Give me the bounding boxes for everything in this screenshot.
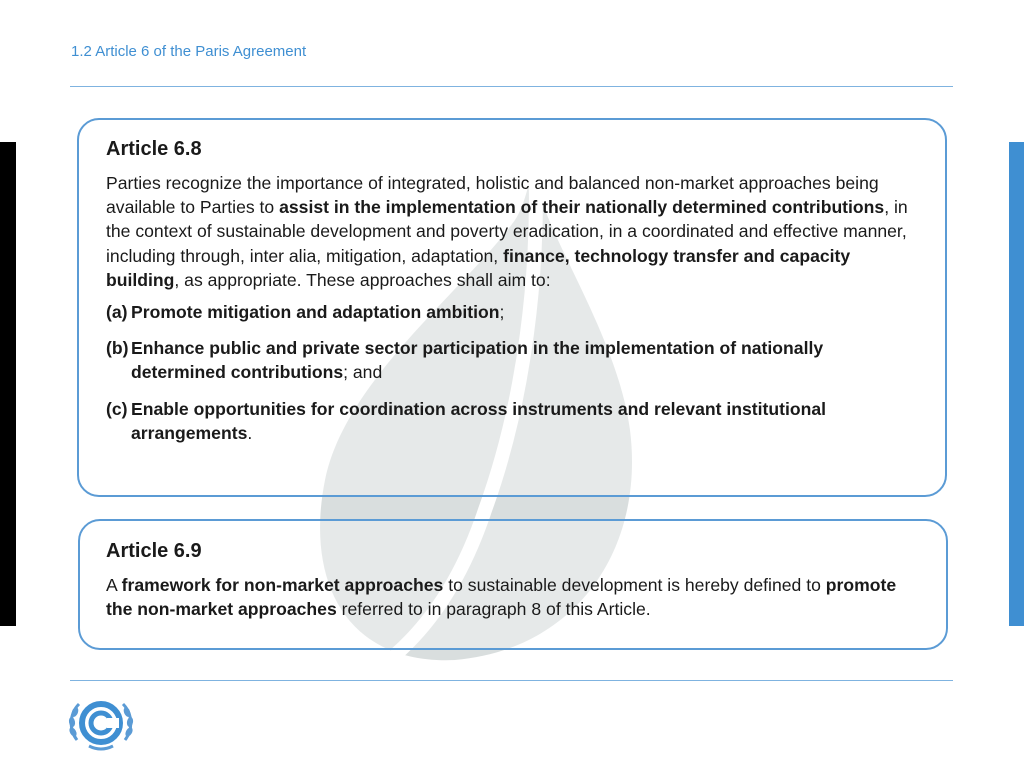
a69-bold-1: framework for non-market approaches [121,575,444,595]
section-label: 1.2 Article 6 of the Paris Agreement [71,43,307,60]
list-item [106,397,921,445]
intro-bold-1: assist in the implementation of their nationally determined contributions [279,197,885,218]
footer-divider [70,680,953,681]
unfccc-logo-icon [67,696,135,754]
right-side-bar [1009,142,1024,626]
article-6-9-text [106,573,922,621]
list-item-rest: ; [499,302,505,323]
intro-bold-2: finance, technology transfer and capacity building [106,245,851,290]
left-side-bar [0,142,16,626]
article-6-8-intro [106,171,921,292]
article-6-8-heading: Article 6.8 [106,138,202,160]
list-item-bold: Promote mitigation and adaptation ambition [131,302,500,323]
intro-text-1: Parties recognize the importance of integrated, holistic and balanced non-market approaches being available to Parties to [106,173,879,218]
article-6-9-heading: Article 6.9 [106,540,202,562]
intro-text-2: , in the context of sustainable development and poverty eradication, in a coordinated and effective manner, including through, inter alia, mitigation, adaptation, [106,197,908,266]
list-item [106,300,921,324]
header-divider [70,86,953,87]
article-6-8-card [77,118,947,497]
list-marker: (b) [106,338,129,359]
article-6-8-list [106,300,921,445]
list-marker: (c) [106,398,128,419]
a69-text-1: A [106,575,122,595]
intro-text-3: , as appropriate. These approaches shall aim to: [174,269,551,290]
a69-bold-2: promote the non-market approaches [106,575,897,620]
article-6-9-card [78,519,948,650]
a69-text-2: to sustainable development is hereby defined to [443,575,826,595]
list-item-bold: Enhance public and private sector participation in the implementation of nationally determined contributions [131,338,824,383]
a69-text-3: referred to in paragraph 8 of this Article. [336,599,651,620]
list-item-bold: Enable opportunities for coordination across instruments and relevant institutional arrangements [131,398,827,443]
list-item-rest: ; and [343,362,383,383]
list-item-rest: . [247,422,253,443]
list-marker: (a) [106,302,128,323]
list-item [106,336,921,384]
